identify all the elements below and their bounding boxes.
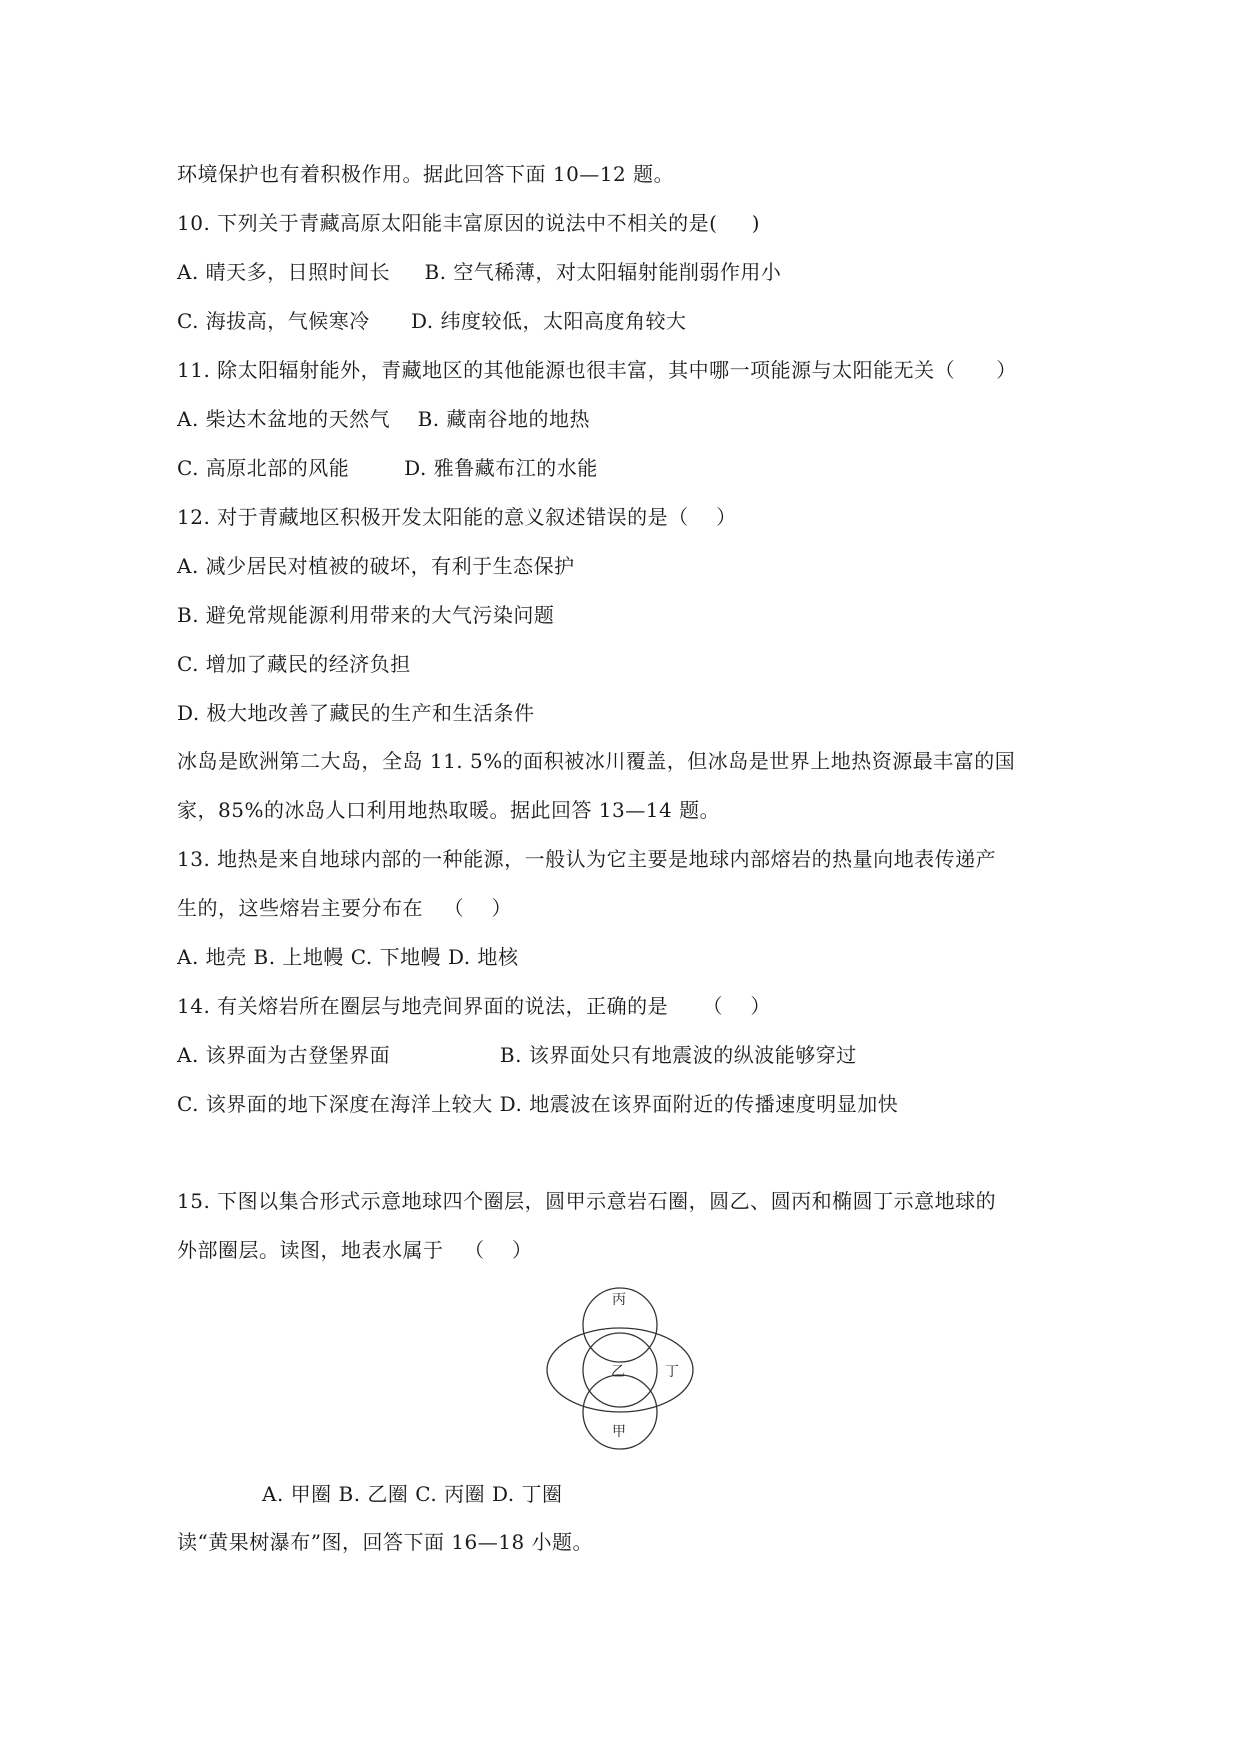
label-ding: 丁 — [665, 1364, 679, 1380]
question-13-stem-line1: 13. 地热是来自地球内部的一种能源，一般认为它主要是地球内部熔岩的热量向地表传递产 — [177, 847, 997, 871]
question-14-options-cd: C. 该界面的地下深度在海洋上较大 D. 地震波在该界面附近的传播速度明显加快 — [177, 1092, 899, 1116]
question-12-stem: 12. 对于青藏地区积极开发太阳能的意义叙述错误的是（ ） — [177, 505, 737, 529]
question-13-stem-line2: 生的，这些熔岩主要分布在 （ ） — [177, 896, 513, 920]
label-bing: 丙 — [612, 1292, 626, 1308]
question-12-option-b: B. 避免常规能源利用带来的大气污染问题 — [177, 603, 555, 627]
question-11-stem: 11. 除太阳辐射能外，青藏地区的其他能源也很丰富，其中哪一项能源与太阳能无关（ ） — [177, 358, 1017, 382]
question-10-options-cd: C. 海拔高，气候寒冷 D. 纬度较低，太阳高度角较大 — [177, 309, 687, 333]
intro-text-13-14-line1: 冰岛是欧洲第二大岛，全岛 11. 5%的面积被冰川覆盖，但冰岛是世界上地热资源最丰富的国 — [177, 749, 1016, 773]
label-jia: 甲 — [612, 1424, 626, 1440]
intro-text-10-12: 环境保护也有着积极作用。据此回答下面 10—12 题。 — [177, 162, 675, 186]
earth-spheres-venn-diagram — [540, 1285, 700, 1450]
question-12-option-a: A. 减少居民对植被的破坏，有利于生态保护 — [177, 554, 575, 578]
question-14-stem: 14. 有关熔岩所在圈层与地壳间界面的说法，正确的是 （ ） — [177, 994, 771, 1018]
intro-text-13-14-line2: 家，85%的冰岛人口利用地热取暖。据此回答 13—14 题。 — [177, 798, 721, 822]
question-13-options: A. 地壳 B. 上地幔 C. 下地幔 D. 地核 — [177, 945, 519, 969]
question-11-options-ab: A. 柴达木盆地的天然气 B. 藏南谷地的地热 — [177, 407, 590, 431]
question-10-options-ab: A. 晴天多，日照时间长 B. 空气稀薄，对太阳辐射能削弱作用小 — [177, 260, 782, 284]
question-15-stem-line1: 15. 下图以集合形式示意地球四个圈层，圆甲示意岩石圈，圆乙、圆丙和椭圆丁示意地球的 — [177, 1189, 997, 1213]
label-yi: 乙 — [611, 1364, 625, 1380]
question-11-options-cd: C. 高原北部的风能 D. 雅鲁藏布江的水能 — [177, 456, 598, 480]
intro-text-16-18: 读“黄果树瀑布”图，回答下面 16—18 小题。 — [177, 1530, 594, 1554]
question-12-option-c: C. 增加了藏民的经济负担 — [177, 652, 411, 676]
question-14-options-ab: A. 该界面为古登堡界面 B. 该界面处只有地震波的纵波能够穿过 — [177, 1043, 857, 1067]
question-15-stem-line2: 外部圈层。读图，地表水属于 （ ） — [177, 1238, 533, 1262]
question-10-stem: 10. 下列关于青藏高原太阳能丰富原因的说法中不相关的是( ) — [177, 211, 761, 235]
question-15-options: A. 甲圈 B. 乙圈 C. 丙圈 D. 丁圈 — [262, 1482, 563, 1506]
question-12-option-d: D. 极大地改善了藏民的生产和生活条件 — [177, 701, 535, 725]
